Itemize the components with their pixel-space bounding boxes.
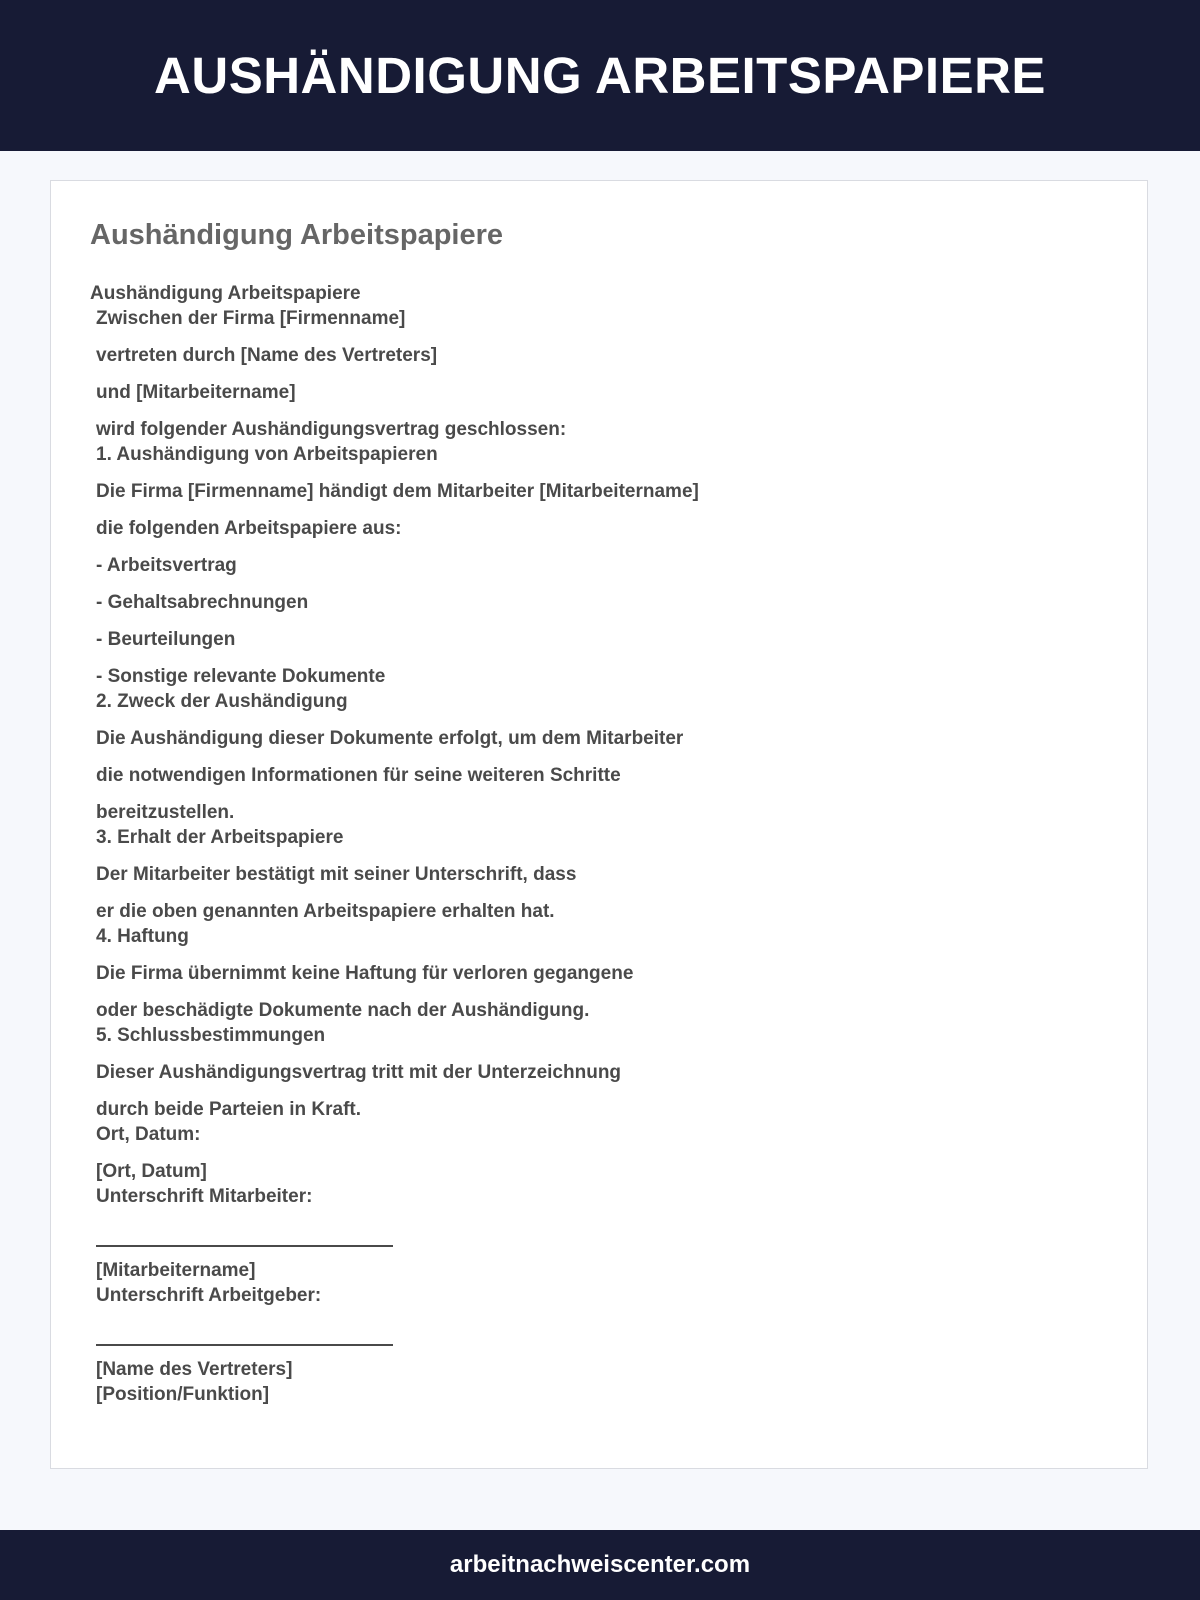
document-body [90,281,699,1407]
parties-line: und [Mitarbeitername] [96,382,296,403]
signature-space [96,1308,699,1344]
section-text: bereitzustellen. [96,802,235,823]
section-heading: 2. Zweck der Aushändigung [96,691,348,712]
section-text: durch beide Parteien in Kraft. [96,1099,361,1120]
section-text: die folgenden Arbeitspapiere aus: [96,518,402,539]
section-heading: 3. Erhalt der Arbeitspapiere [96,827,344,848]
section-text: er die oben genannten Arbeitspapiere erhalten hat. [96,901,555,922]
section-heading: 4. Haftung [96,926,189,947]
list-item: - Beurteilungen [96,629,236,650]
employee-name: [Mitarbeitername] [96,1260,256,1281]
header-title: AUSHÄNDIGUNG ARBEITSPAPIERE [154,47,1046,104]
list-item: - Arbeitsvertrag [96,555,237,576]
signature-space [96,1209,699,1245]
section-text: oder beschädigte Dokumente nach der Aushändigung. [96,1000,590,1021]
document-title: Aushändigung Arbeitspapiere [90,283,361,304]
section-heading: 5. Schlussbestimmungen [96,1025,326,1046]
list-item: - Gehaltsabrechnungen [96,592,309,613]
employer-signature-label: Unterschrift Arbeitgeber: [96,1285,322,1306]
place-date-label: Ort, Datum: [96,1124,201,1145]
place-date-value: [Ort, Datum] [96,1161,207,1182]
page-footer [0,1530,1200,1600]
employee-signature-label: Unterschrift Mitarbeiter: [96,1186,313,1207]
section-text: Die Firma übernimmt keine Haftung für verloren gegangene [96,963,634,984]
section-text: Dieser Aushändigungsvertrag tritt mit der Unterzeichnung [96,1062,622,1083]
section-text: Der Mitarbeiter bestätigt mit seiner Unterschrift, dass [96,864,577,885]
section-text: Die Aushändigung dieser Dokumente erfolgt, um dem Mitarbeiter [96,728,684,749]
footer-site-link[interactable]: arbeitnachweiscenter.com [449,1551,751,1578]
card-title: Aushändigung Arbeitspapiere [90,219,504,251]
section-text: Die Firma [Firmenname] händigt dem Mitarbeiter [Mitarbeitername] [96,481,699,502]
employer-name: [Name des Vertreters] [96,1359,293,1380]
section-heading: 1. Aushändigung von Arbeitspapieren [96,444,438,465]
spacer [96,1346,699,1357]
section-text: die notwendigen Informationen für seine weiteren Schritte [96,765,621,786]
parties-line: vertreten durch [Name des Vertreters] [96,345,438,366]
page-header [0,0,1200,151]
employer-position: [Position/Funktion] [96,1384,270,1405]
list-item: - Sonstige relevante Dokumente [96,666,386,687]
parties-block [90,306,699,1407]
parties-line: Zwischen der Firma [Firmenname] [96,308,406,329]
parties-line: wird folgender Aushändigungsvertrag geschlossen: [96,419,567,440]
document-card [50,180,1148,1469]
spacer [96,1247,699,1258]
